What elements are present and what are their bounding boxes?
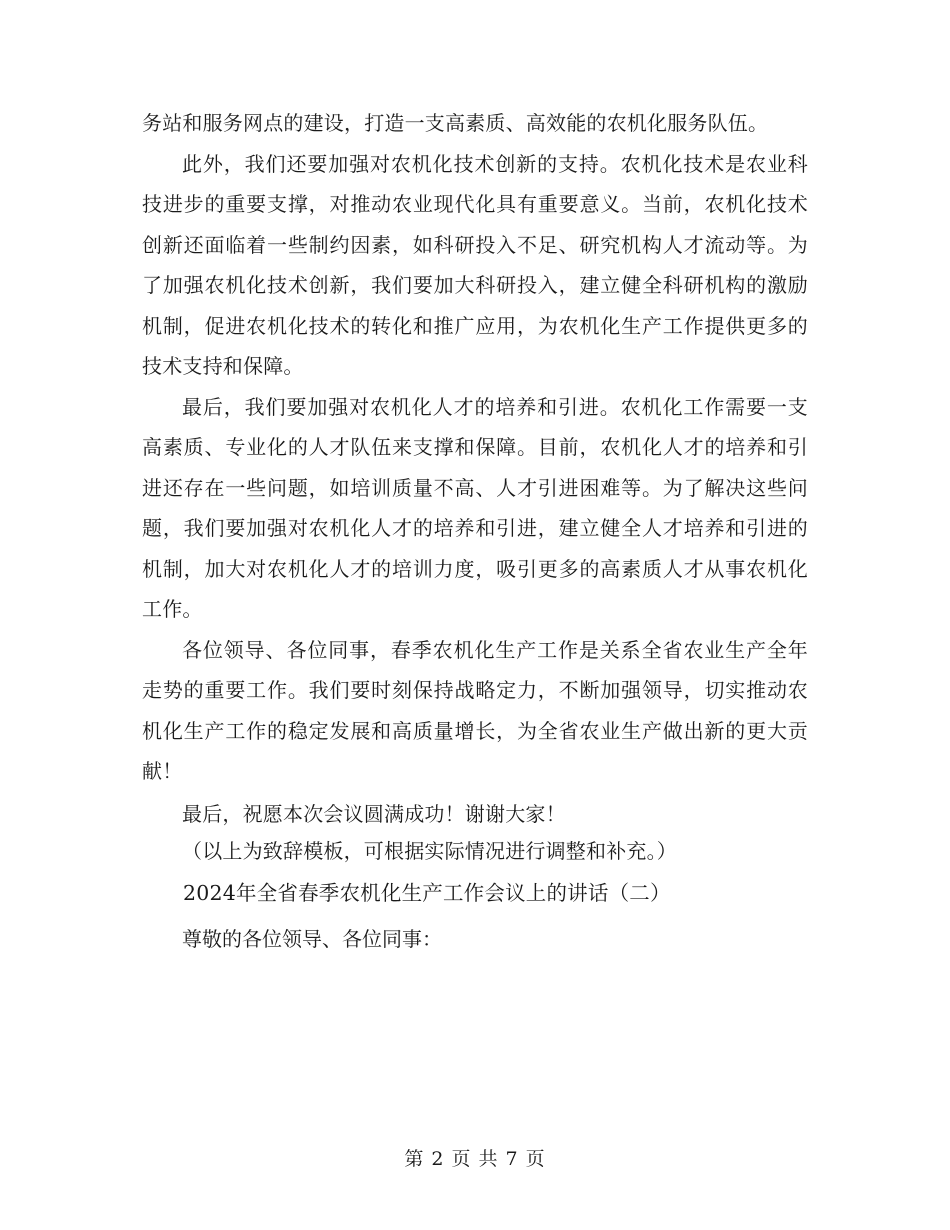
page-number: 第 2 页 共 7 页 [404,1148,546,1170]
paragraph-talent-cultivation: 最后，我们要加强对农机化人才的培养和引进。农机化工作需要一支高素质、专业化的人才队伍来支撑和保障。目前，农机化人才的培养和引进还存在一些问题，如培训质量不高、人才引进困难等。为了解决这些问题，我们要加强对农机化人才的培养和引进，建立健全人才培养和引进的机制，加大对农机化人才的培训力度，吸引更多的高素质人才从事农机化工作。 [142,394,808,621]
paragraph-template-note: （以上为致辞模板，可根据实际情况进行调整和补充。） [182,838,677,863]
paragraph-closing-wish: 最后，祝愿本次会议圆满成功！谢谢大家！ [182,801,566,826]
paragraph-continuation: 务站和服务网点的建设，打造一支高素质、高效能的农机化服务队伍。 [142,111,769,135]
paragraph-tech-innovation: 此外，我们还要加强对农机化技术创新的支持。农机化技术是农业科技进步的重要支撑，对推动农业现代化具有重要意义。当前，农机化技术创新还面临着一些制约因素，如科研投入不足、研究机构人才流动等。为了加强农机化技术创新，我们要加大科研投入，建立健全科研机构的激励机制，促进农机化技术的转化和推广应用，为农机化生产工作提供更多的技术支持和保障。 [142,151,808,378]
paragraph-conclusion: 各位领导、各位同事，春季农机化生产工作是关系全省农业生产全年走势的重要工作。我们要时刻保持战略定力，不断加强领导，切实推动农机化生产工作的稳定发展和高质量增长，为全省农业生产做出新的更大贡献！ [142,637,808,783]
document-body [142,103,808,959]
salutation: 尊敬的各位领导、各位同事： [182,926,442,951]
section-title: 2024年全省春季农机化生产工作会议上的讲话（二） [183,880,671,905]
